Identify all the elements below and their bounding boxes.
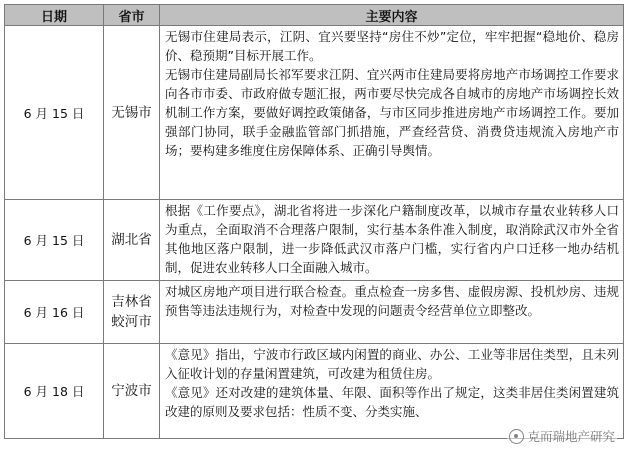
row-content: [160, 26, 624, 200]
row-date: 6 月 15 日: [5, 200, 104, 281]
content-paragraph: 无锡市住建局表示，江阴、宜兴要坚持“房住不炒”定位，牢牢把握“稳地价、稳房价、稳预期”目标开展工作。: [165, 29, 619, 63]
row-province: [104, 200, 160, 281]
row-date: 6 月 18 日: [5, 344, 104, 439]
table-row: [5, 26, 624, 200]
table-row: [5, 344, 624, 439]
policy-table: [4, 4, 624, 439]
row-content: [160, 200, 624, 281]
row-content: [160, 344, 624, 439]
province-line: 吉林省: [111, 294, 152, 310]
row-province: [104, 26, 160, 200]
content-paragraph: 《意见》还对改建的建筑体量、年限、面积等作出了规定，这类非居住类闲置建筑改建的原则及要求包括：性质不变、分类实施、: [165, 385, 619, 419]
watermark: [507, 427, 617, 445]
content-paragraph: 对城区房地产项目进行联合检查。重点检查一房多售、虚假房源、投机炒房、违规预售等违法违规行为，对检查中发现的问题责令经营单位立即整改。: [165, 284, 619, 318]
row-province: [104, 344, 160, 439]
table-row: [5, 281, 624, 344]
table-header-row: [5, 5, 624, 26]
row-content: [160, 281, 624, 344]
row-date: 6 月 16 日: [5, 281, 104, 344]
province-line: 蛟河市: [111, 314, 152, 330]
watermark-text: 克而瑞地产研究: [527, 429, 615, 444]
province-line: 宁波市: [111, 383, 152, 399]
wechat-icon: [509, 429, 524, 444]
province-line: 无锡市: [111, 104, 152, 121]
row-date: 6 月 15 日: [5, 26, 104, 200]
content-paragraph: 根据《工作要点》，湖北省将进一步深化户籍制度改革，以城市存量农业转移人口为重点，全面取消不合理落户限制，实行基本条件准入制度，取消除武汉市外全省其他地区落户限制，进一步降低武汉市落户门槛，实行省内户口迁移一地办结机制，促进农业转移人口全面融入城市。: [165, 203, 619, 275]
header-province: 省市: [104, 5, 160, 26]
content-paragraph: 无锡市住建局副局长祁军要求江阴、宜兴两市住建局要将房地产市场调控工作要求向各市市委、市政府做专题汇报，两市要尽快完成各自城市的房地产市场调控长效机制工作方案，要做好调控政策储备，与市区同步推进房地产市场调控工作。要加强部门协同，联手金融监管部门抓措施，严查经营贷、消费贷违规流入房地产市场；要构建多维度住房保障体系、正确引导舆情。: [165, 67, 619, 158]
province-line: 湖北省: [111, 232, 152, 248]
content-paragraph: 《意见》指出，宁波市行政区域内闲置的商业、办公、工业等非居住类型，且未列入征收计划的存量闲置建筑，可改建为租赁住房。: [165, 347, 619, 381]
row-province: [104, 281, 160, 344]
header-content: 主要内容: [160, 5, 624, 26]
table-row: [5, 200, 624, 281]
header-date: 日期: [5, 5, 104, 26]
